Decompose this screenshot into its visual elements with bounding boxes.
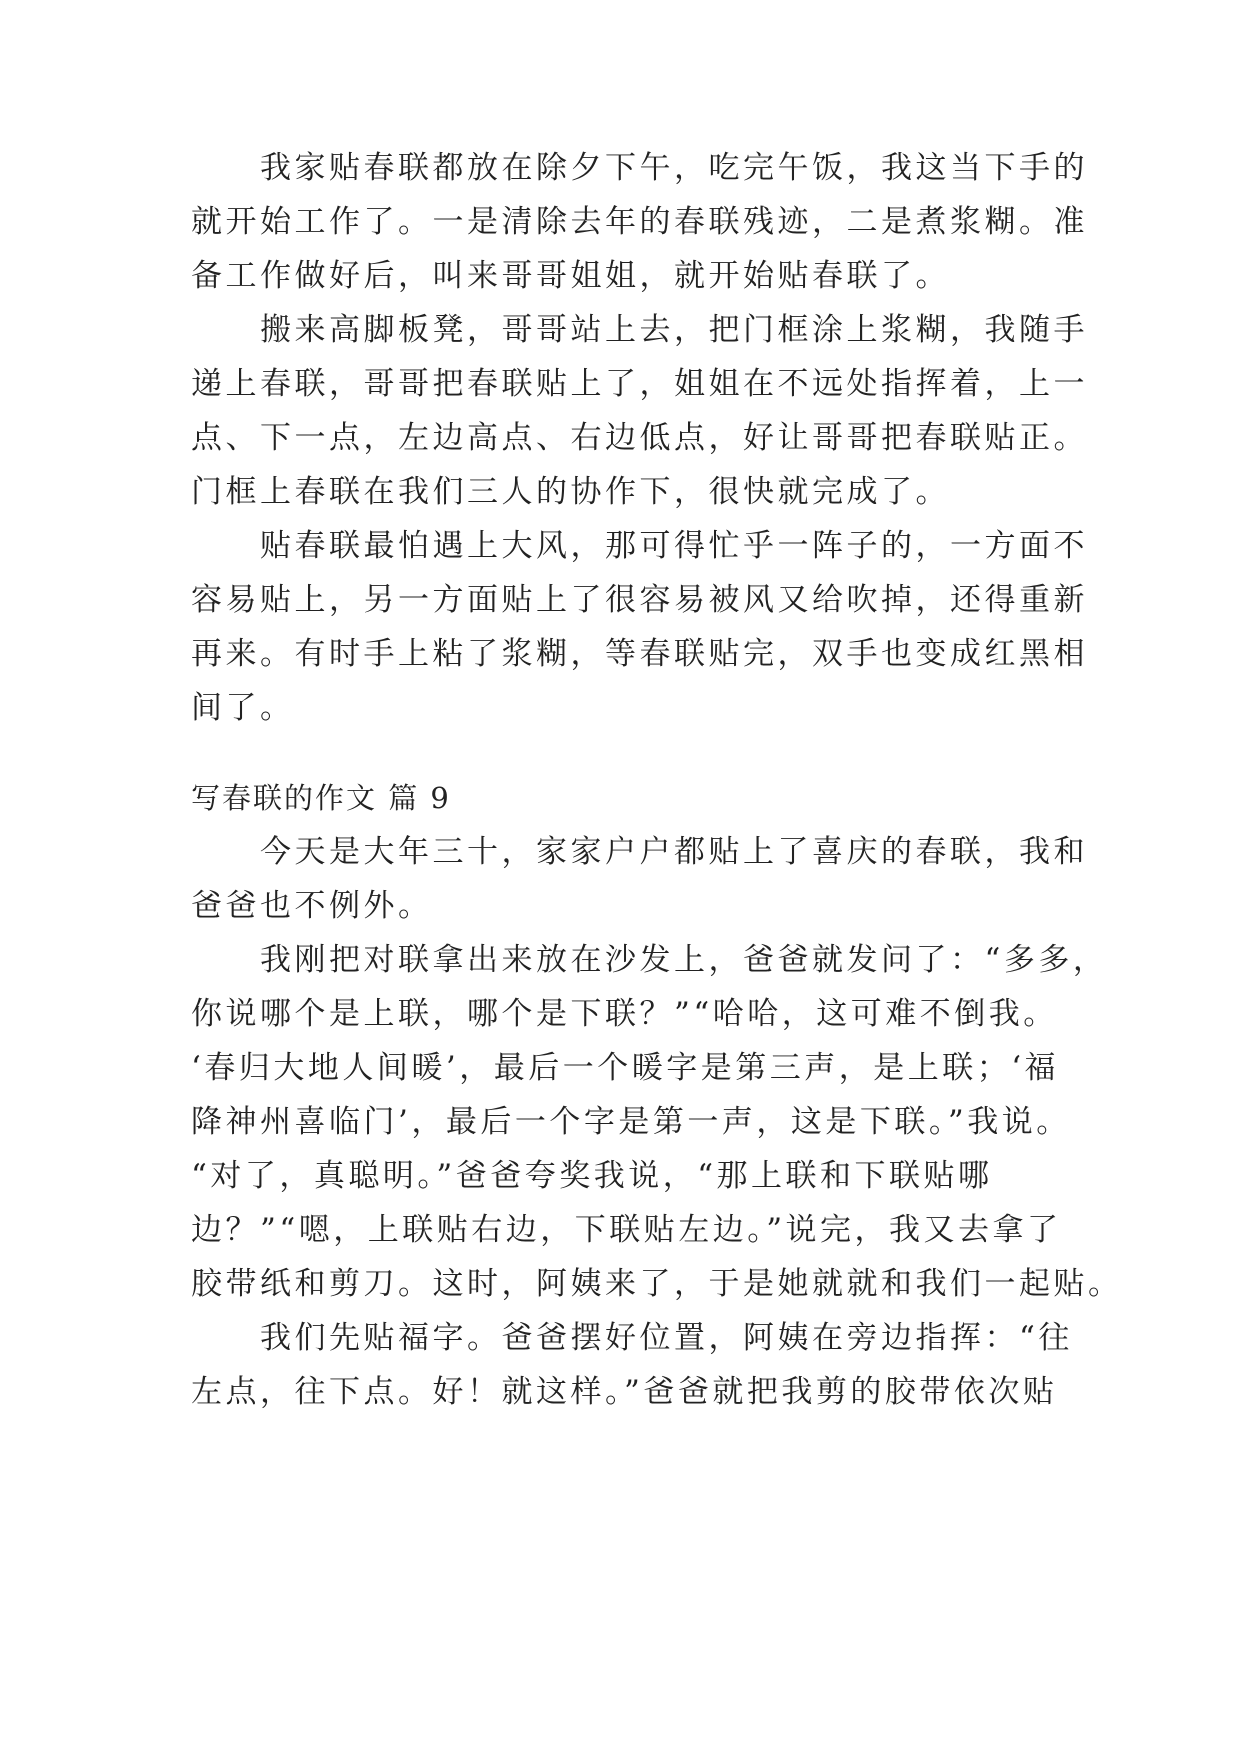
text-line: 降神州喜临门’，最后一个字是第一声，这是下联。”我说。 — [191, 1104, 1071, 1140]
text-line: 我家贴春联都放在除夕下午，吃完午饭，我这当下手的 — [191, 150, 1088, 186]
text-line: 点、下一点，左边高点、右边低点，好让哥哥把春联贴正。 — [191, 420, 1088, 456]
text-line: 搬来高脚板凳，哥哥站上去，把门框涂上浆糊，我随手 — [191, 312, 1088, 348]
text-line: ‘春归大地人间暖’，最后一个暖字是第三声，是上联；‘福 — [191, 1050, 1060, 1086]
text-line: “对了，真聪明。”爸爸夸奖我说，“那上联和下联贴哪 — [191, 1158, 993, 1194]
text-line: 备工作做好后，叫来哥哥姐姐，就开始贴春联了。 — [191, 258, 950, 294]
text-line: 就开始工作了。一是清除去年的春联残迹，二是煮浆糊。准 — [191, 204, 1088, 240]
text-line: 间了。 — [191, 690, 295, 726]
text-line: 爸爸也不例外。 — [191, 888, 433, 924]
text-line: 今天是大年三十，家家户户都贴上了喜庆的春联，我和 — [191, 834, 1088, 870]
text-line: 边？”“嗯，上联贴右边，下联贴左边。”说完，我又去拿了 — [191, 1212, 1062, 1248]
text-line: 胶带纸和剪刀。这时，阿姨来了，于是她就就和我们一起贴。 — [191, 1266, 1123, 1302]
text-line: 左点，往下点。好！就这样。”爸爸就把我剪的胶带依次贴 — [191, 1374, 1058, 1410]
text-line: 门框上春联在我们三人的协作下，很快就完成了。 — [191, 474, 950, 510]
text-line: 递上春联，哥哥把春联贴上了，姐姐在不远处指挥着，上一 — [191, 366, 1088, 402]
text-line: 你说哪个是上联，哪个是下联？”“哈哈，这可难不倒我。 — [191, 996, 1058, 1032]
text-line: 容易贴上，另一方面贴上了很容易被风又给吹掉，还得重新 — [191, 582, 1088, 618]
text-line: 贴春联最怕遇上大风，那可得忙乎一阵子的，一方面不 — [191, 528, 1088, 564]
text-line: 我刚把对联拿出来放在沙发上，爸爸就发问了：“多多， — [191, 942, 1108, 978]
text-line: 我们先贴福字。爸爸摆好位置，阿姨在旁边指挥：“往 — [191, 1320, 1073, 1356]
text-line: 再来。有时手上粘了浆糊，等春联贴完，双手也变成红黑相 — [191, 636, 1088, 672]
section-heading: 写春联的作文 篇 9 — [191, 781, 451, 815]
